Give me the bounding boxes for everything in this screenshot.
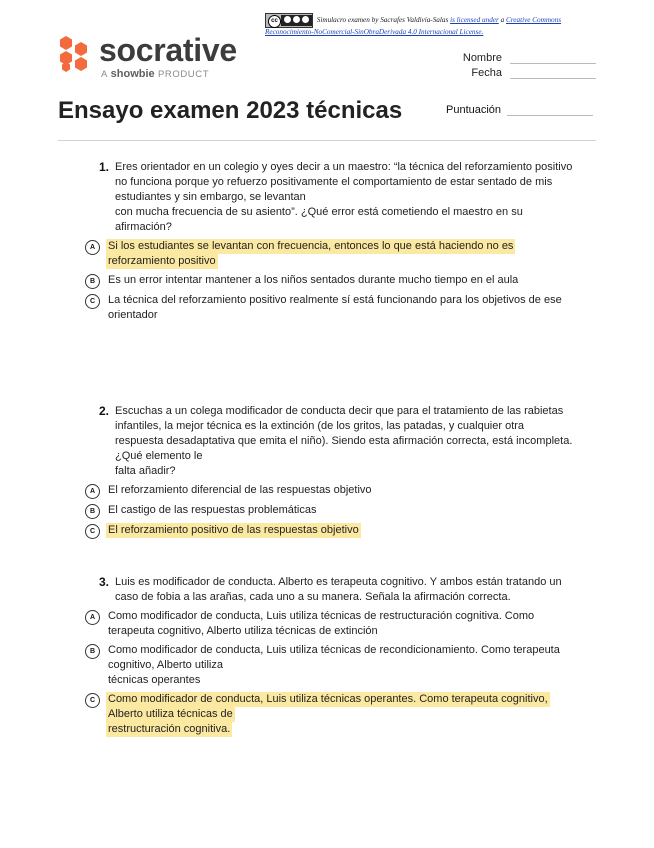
- question-number: 1.: [98, 160, 109, 174]
- fecha-field[interactable]: [471, 67, 596, 79]
- license-by: by Sacrafes Valdivia-Salas: [371, 16, 449, 25]
- question: [85, 575, 595, 737]
- question-text-line: caso de fobia a las arañas, cada uno a su manera. Señala la afirmación correcta.: [115, 591, 511, 603]
- answer-option-a[interactable]: [85, 483, 595, 499]
- option-letter-circle[interactable]: A: [85, 240, 100, 255]
- answer-option-b[interactable]: [85, 503, 595, 519]
- answer-text: [108, 609, 534, 639]
- answer-text-line: restructuración cognitiva.: [108, 723, 231, 735]
- answer-text: [108, 273, 518, 289]
- highlighted-answer-text: [108, 692, 550, 737]
- answer-text-line: Como modificador de conducta, Luis utiliza técnicas operantes. Como terapeuta cognitivo,: [108, 693, 548, 705]
- answer-text-line: La técnica del reforzamiento positivo realmente sí está funcionando para los objetivos de ese: [108, 294, 562, 306]
- answer-option-c[interactable]: [85, 523, 595, 539]
- question-text-line: estudiantes y sin embargo, se levantan: [115, 191, 306, 203]
- question-text: [115, 575, 562, 605]
- answer-text-line: reforzamiento positivo: [108, 255, 216, 267]
- fecha-label: Fecha: [471, 67, 502, 79]
- puntuacion-label: Puntuación: [446, 104, 502, 116]
- answer-option-a[interactable]: [85, 609, 595, 639]
- hexagon-cluster-icon: [57, 34, 93, 76]
- answer-text: [108, 643, 560, 688]
- nombre-line[interactable]: [510, 54, 596, 64]
- answer-text-line: orientador: [108, 309, 158, 321]
- option-letter-circle[interactable]: B: [85, 274, 100, 289]
- answer-option-a[interactable]: [85, 239, 595, 269]
- question-text: [115, 160, 572, 235]
- license-notice: [265, 13, 610, 37]
- answer-option-c[interactable]: [85, 293, 595, 323]
- answer-text-line: Es un error intentar mantener a los niños sentados durante mucho tiempo en el aula: [108, 274, 519, 286]
- highlighted-answer-text: [108, 239, 515, 269]
- nombre-label: Nombre: [462, 52, 502, 64]
- answer-text: [108, 503, 317, 519]
- page-title: Ensayo examen 2023 técnicas: [58, 97, 403, 124]
- answer-text-line: El reforzamiento positivo de las respuestas objetivo: [108, 524, 359, 536]
- answer-text-line: Si los estudiantes se levantan con frecuencia, entonces lo que está haciendo no es: [108, 240, 514, 252]
- option-letter-circle[interactable]: B: [85, 504, 100, 519]
- answer-text-line: Alberto utiliza técnicas de: [108, 708, 233, 720]
- option-letter-circle[interactable]: C: [85, 693, 100, 708]
- option-letter-circle[interactable]: C: [85, 294, 100, 309]
- answer-text-line: terapeuta cognitivo, Alberto utiliza técnicas de extinción: [108, 625, 378, 637]
- answer-text-line: técnicas operantes: [108, 674, 201, 686]
- answer-text-line: Como modificador de conducta, Luis utiliza técnicas de restructuración cognitiva. Como: [108, 610, 535, 622]
- answer-option-b[interactable]: [85, 643, 595, 688]
- puntuacion-line[interactable]: [507, 106, 593, 116]
- nombre-field[interactable]: [463, 52, 596, 64]
- question-number: 2.: [98, 404, 109, 418]
- option-letter-circle[interactable]: A: [85, 610, 100, 625]
- creative-commons-badge-icon: [265, 13, 313, 28]
- fecha-line[interactable]: [510, 69, 596, 79]
- highlighted-answer-text: [108, 523, 361, 539]
- answer-text-line: El castigo de las respuestas problemáticas: [108, 504, 317, 516]
- cc-logo-icon: cc: [268, 15, 281, 28]
- license-under: a: [500, 16, 505, 25]
- question-text-line: respuesta desadaptativa que emita el niño). Siendo esta afirmación correcta, está incompleta.: [115, 435, 573, 447]
- question-text-line: Luis es modificador de conducta. Alberto es terapeuta cognitivo. Y ambos están tratando un: [115, 576, 562, 588]
- question-text-line: no funciona porque yo refuerzo positivamente el comportamiento de estar sentado de mis: [115, 176, 553, 188]
- question: [85, 160, 595, 323]
- question-text-line: ¿Qué elemento le: [115, 450, 203, 462]
- license-licensed-link[interactable]: is licensed under: [450, 16, 499, 25]
- answer-option-b[interactable]: [85, 273, 595, 289]
- option-letter-circle[interactable]: C: [85, 524, 100, 539]
- question-text-line: afirmación?: [115, 221, 172, 233]
- answer-text-line: Como modificador de conducta, Luis utiliza técnicas de recondicionamiento. Como terapeuta: [108, 644, 560, 656]
- question-text-line: infantiles, la mejor técnica es la extinción (de los gritos, las patadas, y cualquier otra: [115, 420, 525, 432]
- option-letter-circle[interactable]: A: [85, 484, 100, 499]
- question-text: [115, 404, 572, 479]
- option-letter-circle[interactable]: B: [85, 644, 100, 659]
- answer-text: [108, 483, 372, 499]
- license-cc-link[interactable]: Creative Commons: [505, 16, 562, 25]
- answer-text: [108, 293, 562, 323]
- question-text-line: con mucha frecuencia de su asiento”. ¿Qué error está cometiendo el maestro en su: [115, 206, 523, 218]
- puntuacion-field[interactable]: [446, 104, 593, 116]
- question-text-line: Eres orientador en un colegio y oyes decir a un maestro: “la técnica del reforzamiento positivo: [115, 161, 573, 173]
- answer-text-line: El reforzamiento diferencial de las respuestas objetivo: [108, 484, 372, 496]
- question-text-line: falta añadir?: [115, 465, 176, 477]
- license-prefix: Simulacro examen: [316, 16, 370, 25]
- question-number: 3.: [98, 575, 109, 589]
- logo-wordmark: socrative: [99, 32, 237, 68]
- logo-subtitle: A showbie PRODUCT: [101, 68, 210, 80]
- question: [85, 404, 595, 539]
- answer-option-c[interactable]: [85, 692, 595, 737]
- question-text-line: Escuchas a un colega modificador de conducta decir que para el tratamiento de las rabietas: [115, 405, 564, 417]
- answer-text-line: cognitivo, Alberto utiliza: [108, 659, 223, 671]
- license-cc-name-link[interactable]: Reconocimiento-NoComercial-SinObraDerivada 4.0 Internacional License.: [265, 28, 484, 36]
- header-divider: [58, 140, 596, 141]
- socrative-logo: [57, 34, 257, 80]
